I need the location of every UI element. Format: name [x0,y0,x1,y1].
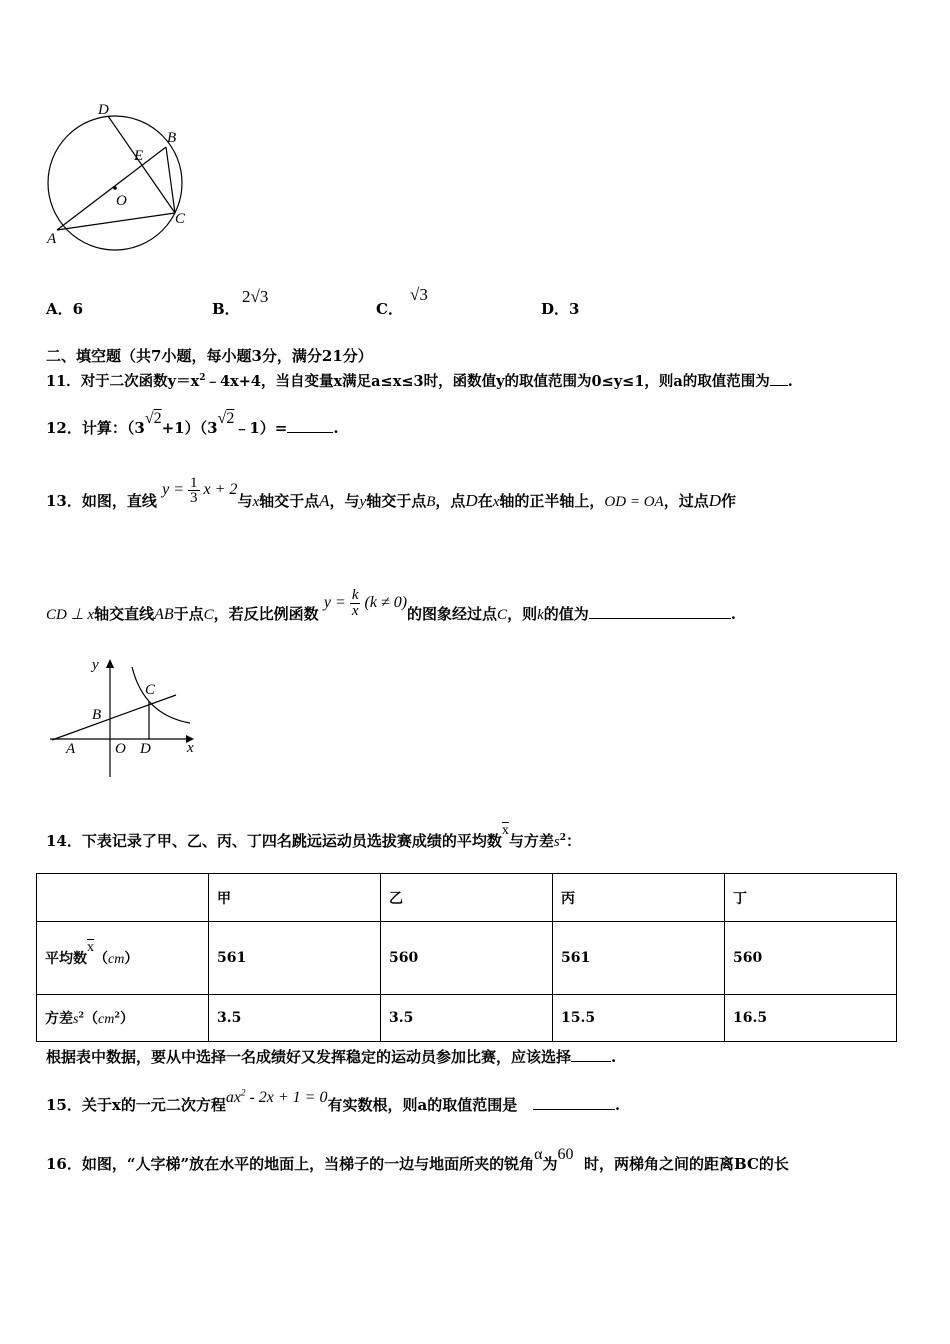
graph-label-o: O [115,741,126,757]
center-point [113,186,117,190]
table-cell: 561 [553,922,725,995]
table-cell: 15.5 [553,995,725,1042]
answer-blank-14[interactable] [571,1061,611,1062]
graph-label-y: y [92,657,99,673]
table-cell: 16.5 [725,995,897,1042]
question-13-line1: 13．如图，直线 y = $\frac{1}{3}$ x + 2与x轴交于点A，与y轴交于点B，点D在x轴的正半轴上，OD = OA，过点D作 [46,475,737,511]
answer-blank-13[interactable] [589,618,731,619]
y-axis-arrow [106,659,114,668]
label-e: E [134,148,144,164]
label-a: A [47,231,57,247]
section-title: 二、填空题（共7小题，每小题3分，满分21分） [46,347,373,365]
option-d[interactable]: D．3 [541,300,580,318]
table-row-variance [37,995,897,1042]
graph-label-x: x [187,740,194,756]
graph-label-d: D [140,741,151,757]
chord-bc [166,147,175,213]
answer-blank-11[interactable] [770,385,788,386]
label-o: O [116,193,127,209]
table-header-cell [37,874,209,922]
table-header-row [37,874,897,922]
question-14: 14．下表记录了甲、乙、丙、丁四名跳远运动员选拔赛成绩的平均数$\overline{x}$与方差$s^2$： [46,823,582,850]
table-cell: 561 [209,922,381,995]
circle-figure [40,95,200,255]
answer-blank-15[interactable] [533,1109,615,1110]
graph-label-a: A [66,741,76,757]
option-b-value: 2√3 [242,287,269,306]
label-c: C [175,211,186,227]
table-cell: 560 [381,922,553,995]
chord-ab [57,147,166,230]
question-13-line2: CD ⊥ x轴交直线AB于点C，若反比例函数 y = $\frac{k}{x}$ (k ≠ 0)的图象经过点C，则k的值为 . [46,587,736,624]
table-cell: 560 [725,922,897,995]
question-15: 15．关于x的一元二次方程$ax^2 - 2x + 1 = 0$有实数根，则a的取值范围是 . [46,1087,621,1114]
row-label-variance: 方差$s^2(cm^2)$ [37,995,209,1042]
circle [48,116,182,250]
score-table [36,873,897,1042]
chord-ac [57,213,175,230]
option-c[interactable]: C． [376,300,403,318]
graph-label-b: B [92,707,102,723]
row-label-mean: 平均数$\overline{x}(cm)$ [37,922,209,995]
table-header-cell: 丙 [553,874,725,922]
table-header-cell: 丁 [725,874,897,922]
question-12: 12．计算：（3√2+1）（3√2﹣1）= . [46,410,339,437]
label-d: D [98,102,109,118]
option-c-value: √3 [410,285,428,304]
question-14-followup: 根据表中数据，要从中选择一名成绩好又发挥稳定的运动员参加比赛，应该选择 . [46,1048,617,1066]
line-ab [52,695,176,740]
table-cell: 3.5 [209,995,381,1042]
table-header-cell: 乙 [381,874,553,922]
coordinate-graph [44,655,204,780]
table-header-cell: 甲 [209,874,381,922]
hyperbola [132,667,190,723]
label-b: B [167,130,177,146]
answer-blank-12[interactable] [287,432,333,433]
option-b[interactable]: B． [212,300,240,318]
graph-label-c: C [145,682,156,698]
question-16: 16．如图，“人字梯”放在水平的地面上，当梯子的一边与地面所夹的锐角α为60 时，两梯角之间的距离BC的长 [46,1146,789,1173]
table-row-mean [37,922,897,995]
question-11: 11．对于二次函数$y=x^2﹣4x+4$，当自变量x满足a≤x≤3时，函数值y的取值范围为0≤y≤1，则a的取值范围为 . [46,373,793,390]
option-a[interactable]: A．6 [46,300,84,318]
table-cell: 3.5 [381,995,553,1042]
